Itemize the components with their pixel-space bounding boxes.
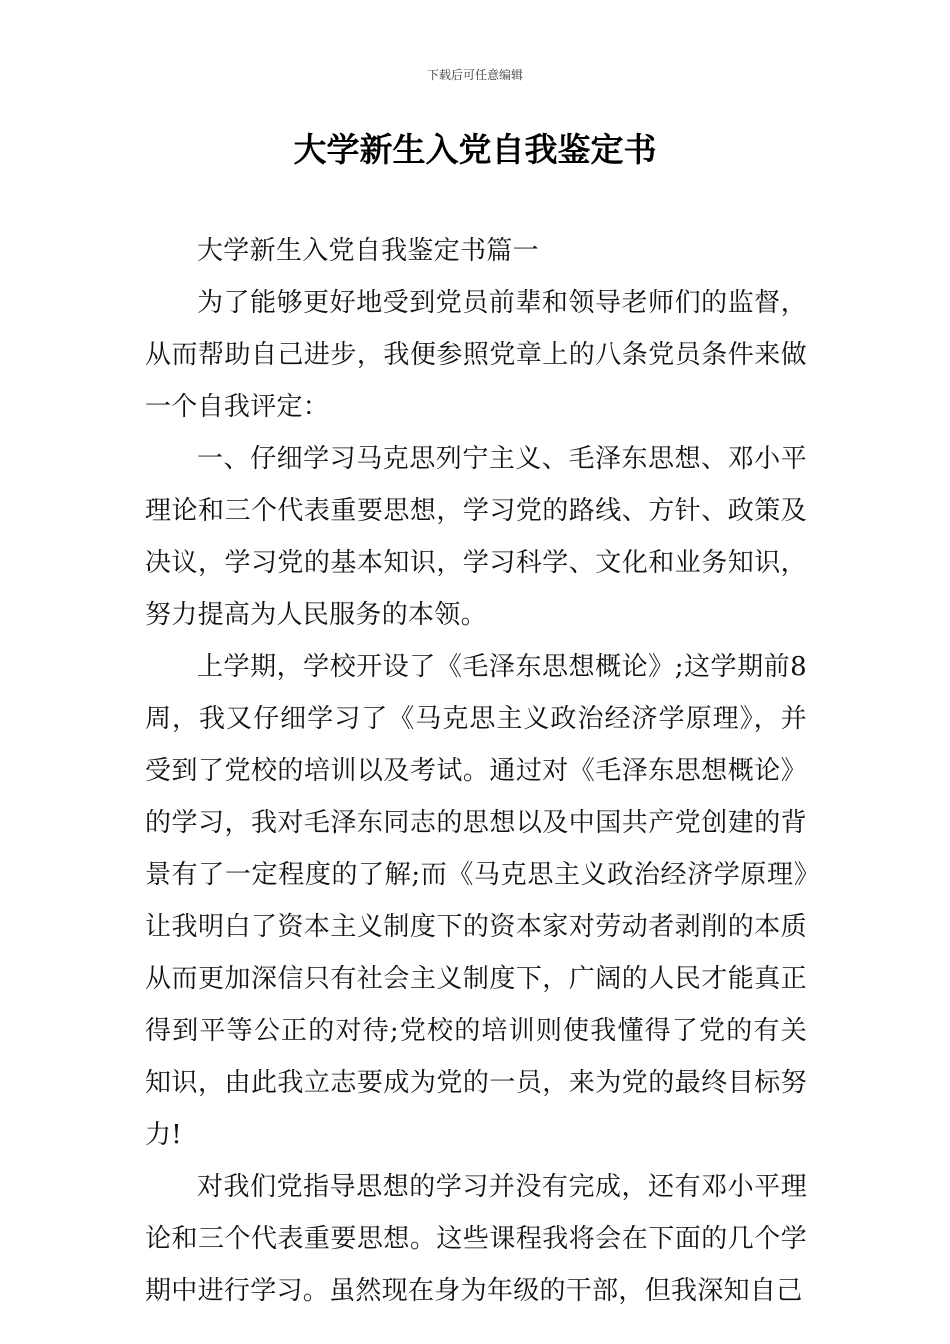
paragraph: 为了能够更好地受到党员前辈和领导老师们的监督，从而帮助自己进步，我便参照党章上的八条党员条件来做一个自我评定： [145,288,807,422]
document-title: 大学新生入党自我鉴定书 [293,130,657,169]
paragraph: 对我们党指导思想的学习并没有完成，还有邓小平理论和三个代表重要思想。这些课程我将会在下面的几个学期中进行学习。虽然现在身为年级的干部，但我深知自己 [145,1172,807,1306]
paragraph: 一、仔细学习马克思列宁主义、毛泽东思想、邓小平理论和三个代表重要思想，学习党的路线、方针、政策及决议，学习党的基本知识，学习科学、文化和业务知识，努力提高为人民服务的本领。 [145,444,807,630]
section-heading: 大学新生入党自我鉴定书篇一 [197,236,539,266]
header-note: 下载后可任意编辑 [426,68,523,82]
document-body [145,225,807,1317]
paragraph: 上学期，学校开设了《毛泽东思想概论》;这学期前8周，我又仔细学习了《马克思主义政治经济学原理》，并受到了党校的培训以及考试。通过对《毛泽东思想概论》的学习，我对毛泽东同志的思想以及中国共产党创建的背景有了一定程度的了解;而《马克思主义政治经济学原理》让我明白了资本主义制度下的资本家对劳动者剥削的本质从而更加深信只有社会主义制度下，广阔的人民才能真正得到平等公正的对待;党校的培训则使我懂得了党的有关知识，由此我立志要成为党的一员，来为党的最终目标努力! [145,652,807,1150]
